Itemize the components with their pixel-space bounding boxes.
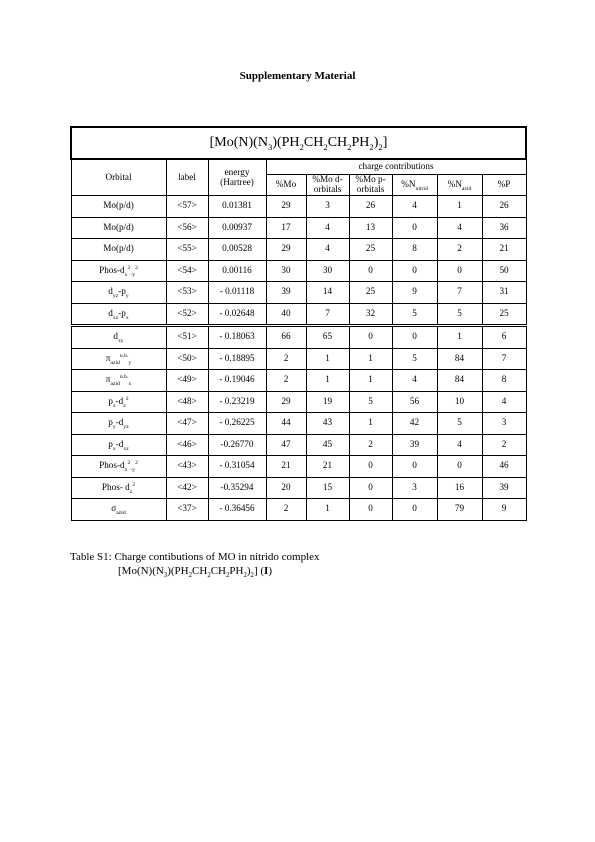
header-n-azid: $\%N_{azid}$ xyxy=(437,175,482,196)
cell-mo-p: 25 xyxy=(349,239,392,261)
cell-orbital: $\pi_{azid}^{n.b.}_x$ xyxy=(71,370,166,392)
cell-orbital: $\pi_{azid}^{n.b.}_y$ xyxy=(71,348,166,370)
cell-n-azid: 5 xyxy=(437,303,482,326)
cell-p: 26 xyxy=(482,196,526,218)
cell-energy: - 0.31054 xyxy=(208,456,266,478)
cell-mo-p: 1 xyxy=(349,413,392,435)
cell-orbital: $d_{xz}-p_x$ xyxy=(71,303,166,326)
cell-mo: 17 xyxy=(266,217,306,239)
cell-n-nitrid: 0 xyxy=(392,456,437,478)
header-p: %P xyxy=(482,175,526,196)
header-n-nitrid: $\%N_{nitrid}$ xyxy=(392,175,437,196)
cell-mo: 2 xyxy=(266,499,306,521)
cell-mo-d: 19 xyxy=(306,391,349,413)
cell-n-azid: 84 xyxy=(437,370,482,392)
cell-mo: 66 xyxy=(266,326,306,349)
cell-orbital: $\sigma_{azid}$ xyxy=(71,499,166,521)
cell-energy: -0.26770 xyxy=(208,434,266,456)
cell-n-nitrid: 0 xyxy=(392,326,437,349)
cell-mo: 29 xyxy=(266,391,306,413)
cell-n-nitrid: 5 xyxy=(392,303,437,326)
table-row xyxy=(71,326,526,349)
cell-n-nitrid: 0 xyxy=(392,499,437,521)
cell-mo: 2 xyxy=(266,370,306,392)
cell-n-azid: 1 xyxy=(437,326,482,349)
cell-p: 50 xyxy=(482,260,526,282)
cell-n-nitrid: 0 xyxy=(392,260,437,282)
cell-label: <56> xyxy=(166,217,208,239)
table-row xyxy=(71,348,526,370)
cell-n-azid: 79 xyxy=(437,499,482,521)
cell-mo-d: 45 xyxy=(306,434,349,456)
cell-mo: 30 xyxy=(266,260,306,282)
cell-label: <53> xyxy=(166,282,208,304)
cell-energy: - 0.19046 xyxy=(208,370,266,392)
cell-label: <57> xyxy=(166,196,208,218)
cell-mo-p: 25 xyxy=(349,282,392,304)
cell-energy: - 0.02648 xyxy=(208,303,266,326)
cell-n-nitrid: 42 xyxy=(392,413,437,435)
cell-mo-p: 0 xyxy=(349,499,392,521)
cell-n-nitrid: 8 xyxy=(392,239,437,261)
cell-mo-d: 1 xyxy=(306,499,349,521)
cell-label: <37> xyxy=(166,499,208,521)
cell-p: 3 xyxy=(482,413,526,435)
cell-mo-d: 43 xyxy=(306,413,349,435)
caption-line2: $[Mo(N)(N_3)(PH_2CH_2CH_2PH_2)_2]$ (I) xyxy=(118,565,272,580)
caption-line1: Table S1: Charge contibutions of MO in nitrido complex xyxy=(70,551,320,563)
cell-orbital: Phos-$d_x^2_{-y}^2$ xyxy=(71,260,166,282)
cell-n-nitrid: 4 xyxy=(392,370,437,392)
cell-p: 2 xyxy=(482,434,526,456)
cell-mo: 39 xyxy=(266,282,306,304)
cell-orbital: $p_x-d_{xz}$ xyxy=(71,434,166,456)
cell-mo-d: 21 xyxy=(306,456,349,478)
cell-p: 7 xyxy=(482,348,526,370)
table-row xyxy=(71,196,526,218)
cell-mo-d: 4 xyxy=(306,217,349,239)
cell-label: <50> xyxy=(166,348,208,370)
cell-mo-p: 0 xyxy=(349,326,392,349)
cell-mo-p: 5 xyxy=(349,391,392,413)
cell-mo-d: 1 xyxy=(306,370,349,392)
cell-mo-p: 1 xyxy=(349,370,392,392)
cell-mo-p: 1 xyxy=(349,348,392,370)
header-charge-contributions: charge contributions xyxy=(266,159,526,175)
cell-label: <48> xyxy=(166,391,208,413)
cell-label: <43> xyxy=(166,456,208,478)
cell-label: <49> xyxy=(166,370,208,392)
header-mo-p: %Mo p- orbitals xyxy=(349,175,392,196)
cell-p: 46 xyxy=(482,456,526,478)
cell-mo-p: 13 xyxy=(349,217,392,239)
cell-n-azid: 1 xyxy=(437,196,482,218)
cell-orbital: $d_{yz}-p_y$ xyxy=(71,282,166,304)
cell-p: 9 xyxy=(482,499,526,521)
cell-energy: 0.00116 xyxy=(208,260,266,282)
table-row xyxy=(71,499,526,521)
table-row xyxy=(71,239,526,261)
cell-n-nitrid: 3 xyxy=(392,477,437,499)
cell-energy: 0.00937 xyxy=(208,217,266,239)
table-row xyxy=(71,303,526,326)
table-row xyxy=(71,477,526,499)
cell-n-azid: 10 xyxy=(437,391,482,413)
cell-mo: 20 xyxy=(266,477,306,499)
cell-n-azid: 7 xyxy=(437,282,482,304)
cell-n-azid: 2 xyxy=(437,239,482,261)
cell-n-nitrid: 5 xyxy=(392,348,437,370)
cell-n-nitrid: 39 xyxy=(392,434,437,456)
cell-p: 8 xyxy=(482,370,526,392)
cell-n-nitrid: 9 xyxy=(392,282,437,304)
cell-energy: - 0.01118 xyxy=(208,282,266,304)
table-row xyxy=(71,391,526,413)
header-energy-line2: (Hartree) xyxy=(220,176,254,187)
header-label: label xyxy=(166,159,208,196)
header-energy-line1: energy xyxy=(224,166,250,177)
table-row xyxy=(71,260,526,282)
cell-orbital: $d_{xy}$ xyxy=(71,326,166,349)
cell-p: 39 xyxy=(482,477,526,499)
cell-mo-d: 14 xyxy=(306,282,349,304)
table-caption xyxy=(70,550,320,578)
header-energy xyxy=(208,159,266,196)
cell-mo-p: 2 xyxy=(349,434,392,456)
cell-orbital: Phos- $d_z^2$ xyxy=(71,477,166,499)
cell-label: <52> xyxy=(166,303,208,326)
cell-mo-d: 15 xyxy=(306,477,349,499)
cell-mo-d: 3 xyxy=(306,196,349,218)
cell-n-azid: 4 xyxy=(437,434,482,456)
cell-label: <55> xyxy=(166,239,208,261)
header-orbital: Orbital xyxy=(71,159,166,196)
cell-energy: 0.00528 xyxy=(208,239,266,261)
cell-mo-d: 1 xyxy=(306,348,349,370)
cell-orbital: $p_y-d_{yz}$ xyxy=(71,413,166,435)
cell-energy: -0.35294 xyxy=(208,477,266,499)
cell-mo-d: 30 xyxy=(306,260,349,282)
cell-p: 25 xyxy=(482,303,526,326)
cell-n-azid: 16 xyxy=(437,477,482,499)
cell-label: <47> xyxy=(166,413,208,435)
cell-n-azid: 0 xyxy=(437,260,482,282)
cell-p: 21 xyxy=(482,239,526,261)
cell-n-azid: 0 xyxy=(437,456,482,478)
cell-mo-d: 4 xyxy=(306,239,349,261)
cell-mo: 44 xyxy=(266,413,306,435)
cell-mo: 29 xyxy=(266,196,306,218)
cell-orbital: Mo(p/d) xyxy=(71,196,166,218)
cell-p: 36 xyxy=(482,217,526,239)
header-mo-d: %Mo d- orbitals xyxy=(306,175,349,196)
header-mo: %Mo xyxy=(266,175,306,196)
table-row xyxy=(71,456,526,478)
cell-mo-d: 65 xyxy=(306,326,349,349)
mo-contribution-table xyxy=(70,126,527,521)
cell-p: 4 xyxy=(482,391,526,413)
cell-mo-p: 0 xyxy=(349,260,392,282)
table-row xyxy=(71,434,526,456)
cell-mo-p: 32 xyxy=(349,303,392,326)
cell-mo-p: 0 xyxy=(349,456,392,478)
cell-mo: 2 xyxy=(266,348,306,370)
cell-orbital: $p_z-d_z^2$ xyxy=(71,391,166,413)
cell-orbital: Mo(p/d) xyxy=(71,239,166,261)
table-row xyxy=(71,282,526,304)
cell-mo: 21 xyxy=(266,456,306,478)
cell-p: 6 xyxy=(482,326,526,349)
page-heading: Supplementary Material xyxy=(239,70,356,82)
cell-energy: - 0.26225 xyxy=(208,413,266,435)
cell-mo-d: 7 xyxy=(306,303,349,326)
table-title: $[Mo(N)(N_3)(PH_2CH_2CH_2PH_2)_2]$ xyxy=(71,127,526,159)
cell-mo-p: 26 xyxy=(349,196,392,218)
cell-n-azid: 5 xyxy=(437,413,482,435)
cell-mo: 47 xyxy=(266,434,306,456)
cell-energy: - 0.18895 xyxy=(208,348,266,370)
cell-n-nitrid: 0 xyxy=(392,217,437,239)
cell-mo-p: 0 xyxy=(349,477,392,499)
cell-label: <51> xyxy=(166,326,208,349)
cell-energy: - 0.18063 xyxy=(208,326,266,349)
cell-n-azid: 84 xyxy=(437,348,482,370)
cell-mo: 29 xyxy=(266,239,306,261)
cell-energy: - 0.23219 xyxy=(208,391,266,413)
cell-mo: 40 xyxy=(266,303,306,326)
caption-compound-label: I xyxy=(264,565,269,577)
cell-orbital: Phos-$d_x^2_{-y}^2$ xyxy=(71,456,166,478)
cell-orbital: Mo(p/d) xyxy=(71,217,166,239)
cell-n-azid: 4 xyxy=(437,217,482,239)
table-row xyxy=(71,413,526,435)
cell-n-nitrid: 4 xyxy=(392,196,437,218)
cell-label: <42> xyxy=(166,477,208,499)
cell-n-nitrid: 56 xyxy=(392,391,437,413)
cell-label: <46> xyxy=(166,434,208,456)
cell-p: 31 xyxy=(482,282,526,304)
cell-label: <54> xyxy=(166,260,208,282)
cell-energy: - 0.36456 xyxy=(208,499,266,521)
table-body xyxy=(71,196,526,521)
table-row xyxy=(71,370,526,392)
cell-energy: 0.01381 xyxy=(208,196,266,218)
table-row xyxy=(71,217,526,239)
